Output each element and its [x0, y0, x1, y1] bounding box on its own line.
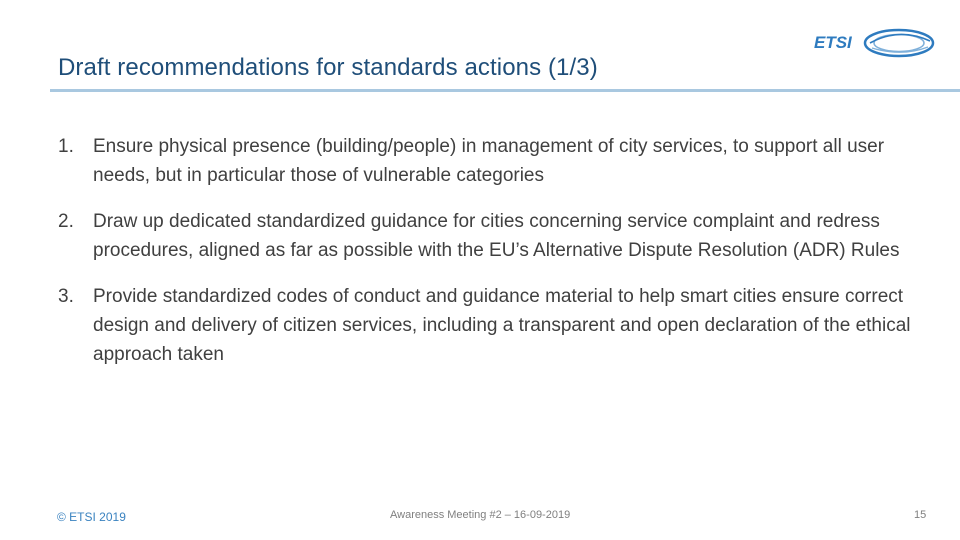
etsi-logo-text: ETSI — [814, 33, 852, 52]
item-number: 2. — [58, 211, 74, 232]
title-divider — [50, 89, 960, 92]
list-item — [58, 132, 938, 190]
list-item — [58, 282, 938, 369]
etsi-logo — [812, 26, 937, 60]
item-number: 1. — [58, 136, 74, 157]
list-item — [58, 207, 938, 265]
item-text: Ensure physical presence (building/people) in management of city services, to support all user needs, but in particular those of vulnerable categories — [93, 136, 885, 186]
footer-copyright: © ETSI 2019 — [57, 510, 126, 524]
item-number: 3. — [58, 286, 74, 307]
footer-meeting: Awareness Meeting #2 – 16-09-2019 — [390, 509, 571, 521]
slide-title: Draft recommendations for standards actions (1/3) — [58, 54, 598, 81]
page-number: 15 — [914, 509, 927, 521]
recommendations-list — [58, 132, 938, 386]
item-text: Provide standardized codes of conduct and guidance material to help smart cities ensure correct design and delivery of citizen services, including a transparent and open declaration of the ethical approach taken — [93, 286, 911, 365]
item-text: Draw up dedicated standardized guidance for cities concerning service complaint and redress procedures, aligned as far as possible with the EU’s Alternative Dispute Resolution (ADR) Rules — [93, 211, 900, 261]
